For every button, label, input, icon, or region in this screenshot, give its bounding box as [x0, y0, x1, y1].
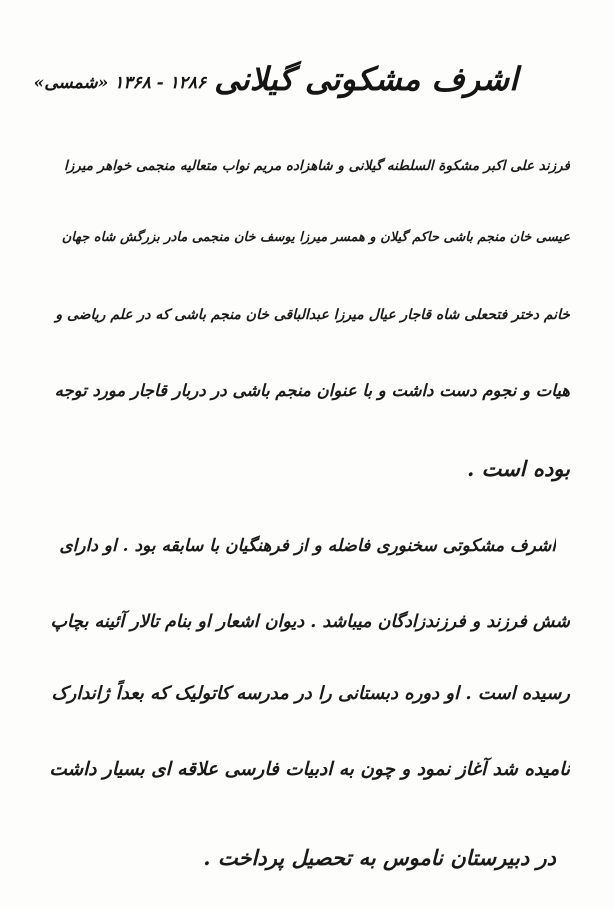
text-line-4: هیات و نجوم دست داشت و با عنوان منجم باشی در دربار قاجار مورد توجه — [54, 381, 570, 400]
text-line-2: عیسی خان منجم باشی حاکم گیلان و همسر میرزا یوسف خان منجمی مادر بزرگش شاه جهان — [61, 230, 570, 245]
text-line-3: خانم دختر فتحعلی شاه قاجار عیال میرزا عبدالباقی خان منجم باشی که در علم ریاضی و — [55, 307, 570, 323]
text-line-9: نامیده شد آغاز نمود و چون به ادبیات فارسی علاقه ای بسیار داشت — [49, 759, 570, 780]
text-line-7: شش فرزند و فرزندزادگان میباشد . دیوان اشعار او بنام تالار آئینه بچاپ — [50, 612, 570, 632]
page-title: اشرف مشکوتی گیلانی — [214, 60, 518, 98]
text-line-8: رسیده است . او دوره دبستانی را در مدرسه کاتولیک که بعداً ژاندارک — [51, 683, 570, 704]
header — [33, 44, 518, 114]
text-line-6: اشرف مشکوتی سخنوری فاضله و از فرهنگیان با سابقه بود . او دارای — [59, 536, 556, 556]
life-dates: ۱۲۸۶ - ۱۳۶۸ «شمسی» — [33, 73, 207, 93]
text-line-5: بوده است . — [466, 456, 570, 481]
text-line-10: در دبیرستان ناموس به تحصیل پرداخت . — [203, 845, 556, 870]
text-line-1: فرزند علی اکبر مشکوة السلطنه گیلانی و شاهزاده مریم نواب متعالیه منجمی خواهر میرزا — [64, 158, 570, 174]
